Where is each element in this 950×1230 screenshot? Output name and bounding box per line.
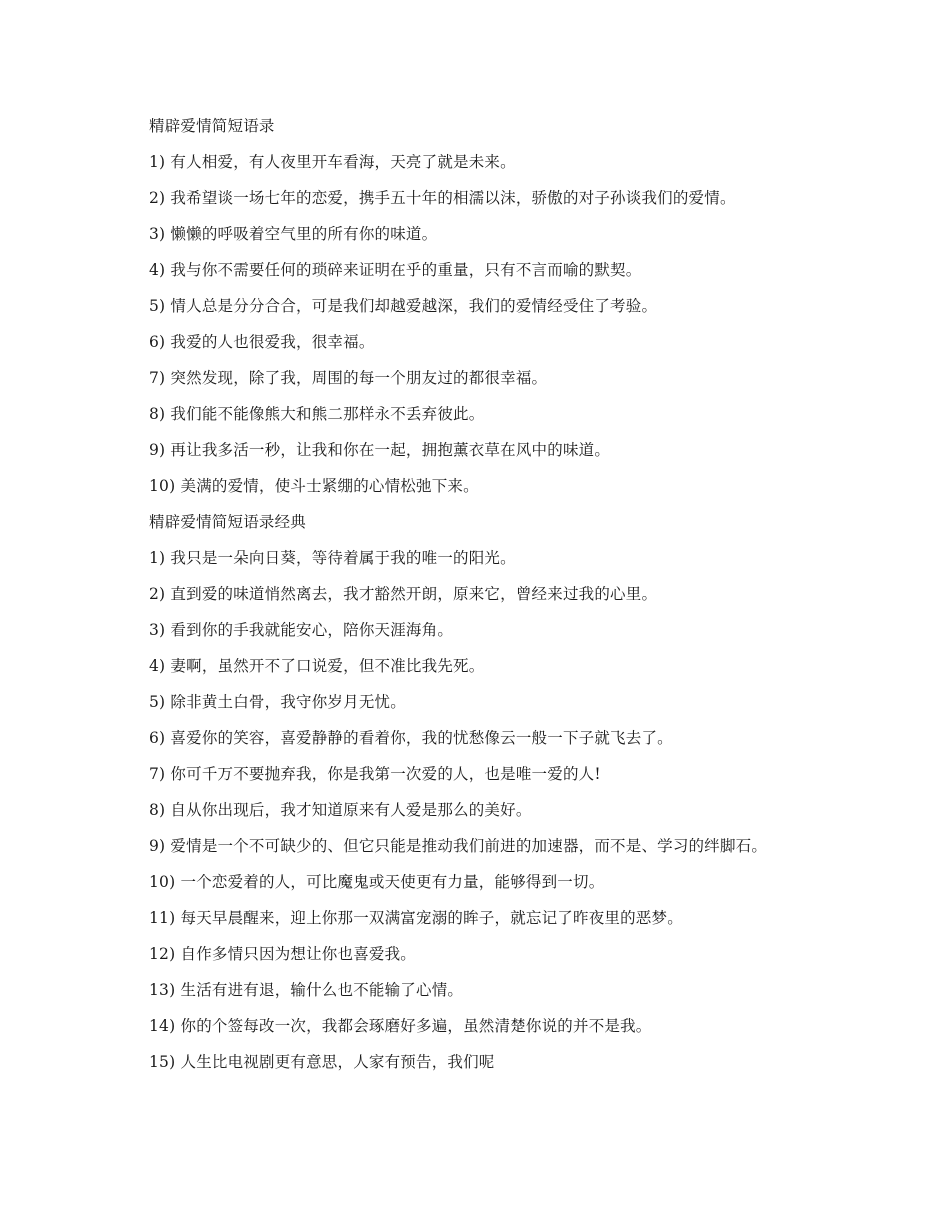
quote-line: 7) 你可千万不要抛弃我，你是我第一次爱的人，也是唯一爱的人! bbox=[149, 765, 601, 783]
quote-line: 10) 美满的爱情，使斗士紧绷的心情松弛下来。 bbox=[149, 477, 479, 495]
quote-line: 8) 我们能不能像熊大和熊二那样永不丢弃彼此。 bbox=[149, 405, 485, 423]
quote-line: 1) 我只是一朵向日葵，等待着属于我的唯一的阳光。 bbox=[149, 549, 516, 567]
quote-line: 4) 我与你不需要任何的琐碎来证明在乎的重量，只有不言而喻的默契。 bbox=[149, 261, 642, 279]
quote-line: 12) 自作多情只因为想让你也喜爱我。 bbox=[149, 945, 416, 963]
quote-line: 6) 喜爱你的笑容，喜爱静静的看着你，我的忧愁像云一般一下子就飞去了。 bbox=[149, 729, 673, 747]
section-heading: 精辟爱情简短语录经典 bbox=[149, 513, 307, 531]
quote-line: 6) 我爱的人也很爱我，很幸福。 bbox=[149, 333, 375, 351]
quote-line: 8) 自从你出现后，我才知道原来有人爱是那么的美好。 bbox=[149, 801, 532, 819]
quote-line: 2) 我希望谈一场七年的恋爱，携手五十年的相濡以沫，骄傲的对子孙谈我们的爱情。 bbox=[149, 189, 736, 207]
section-heading: 精辟爱情简短语录 bbox=[149, 117, 275, 135]
quote-line: 7) 突然发现，除了我，周围的每一个朋友过的都很幸福。 bbox=[149, 369, 548, 387]
quote-line: 5) 除非黄土白骨，我守你岁月无忧。 bbox=[149, 693, 406, 711]
quote-line: 5) 情人总是分分合合，可是我们却越爱越深，我们的爱情经受住了考验。 bbox=[149, 297, 658, 315]
quote-line: 11) 每天早晨醒来，迎上你那一双满富宠溺的眸子，就忘记了昨夜里的恶梦。 bbox=[149, 909, 683, 927]
quote-line: 15) 人生比电视剧更有意思，人家有预告，我们呢 bbox=[149, 1053, 495, 1071]
quote-line: 9) 爱情是一个不可缺少的、但它只能是推动我们前进的加速器，而不是、学习的绊脚石。 bbox=[149, 837, 768, 855]
quote-line: 3) 看到你的手我就能安心，陪你天涯海角。 bbox=[149, 621, 454, 639]
quote-line: 13) 生活有进有退，输什么也不能输了心情。 bbox=[149, 981, 464, 999]
quote-line: 1) 有人相爱，有人夜里开车看海，天亮了就是未来。 bbox=[149, 153, 516, 171]
quote-line: 3) 懒懒的呼吸着空气里的所有你的味道。 bbox=[149, 225, 438, 243]
quote-line: 9) 再让我多活一秒，让我和你在一起，拥抱薰衣草在风中的味道。 bbox=[149, 441, 611, 459]
quote-line: 4) 妻啊，虽然开不了口说爱，但不准比我先死。 bbox=[149, 657, 485, 675]
quote-line: 10) 一个恋爱着的人，可比魔鬼或天使更有力量，能够得到一切。 bbox=[149, 873, 605, 891]
quote-line: 14) 你的个签每改一次，我都会琢磨好多遍，虽然清楚你说的并不是我。 bbox=[149, 1017, 652, 1035]
quote-line: 2) 直到爱的味道悄然离去，我才豁然开朗，原来它，曾经来过我的心里。 bbox=[149, 585, 658, 603]
document-body bbox=[112, 116, 832, 1088]
